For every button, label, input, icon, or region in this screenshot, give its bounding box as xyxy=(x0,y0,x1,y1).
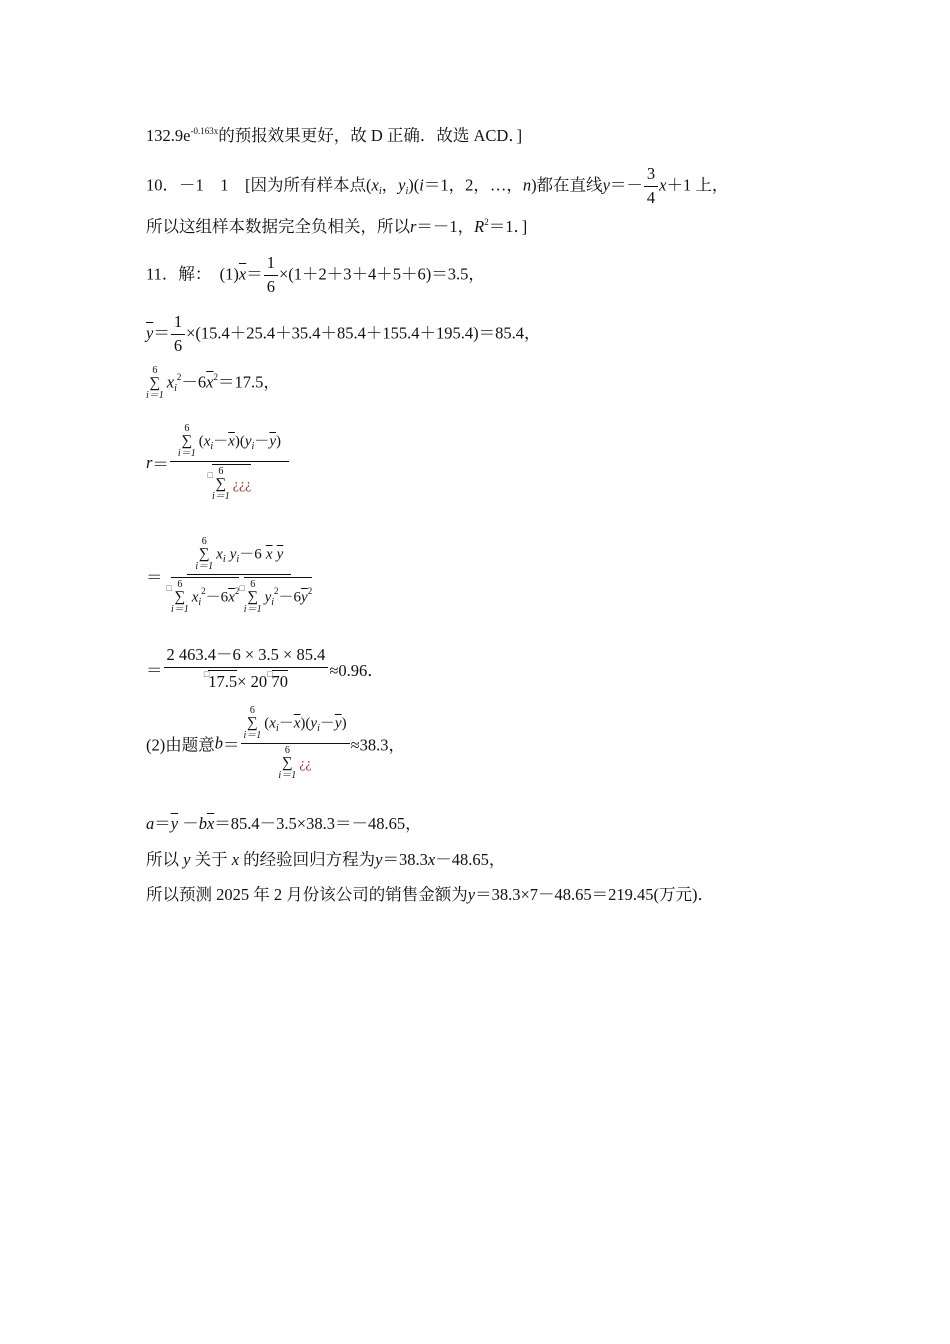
q10-conclusion xyxy=(146,219,527,236)
x-var: x xyxy=(191,589,199,606)
sub-i: i xyxy=(317,723,320,735)
radical-placeholder-icon: □ xyxy=(166,583,172,594)
minus-6: －6 xyxy=(205,589,229,606)
q10-mid: )都在直线 xyxy=(531,175,603,195)
square: 2 xyxy=(234,586,240,597)
sum-squares xyxy=(146,366,280,401)
radical-placeholder-icon: □ xyxy=(203,668,210,679)
r-var: r xyxy=(410,217,417,236)
slope: ＝38.3 xyxy=(382,850,428,869)
sub-i: i xyxy=(251,441,255,453)
radical-placeholder-icon: □ xyxy=(207,470,213,481)
r-value: ＝－1， xyxy=(416,217,475,236)
sigma-sum xyxy=(178,424,196,459)
sigma-top: 6 xyxy=(152,365,158,376)
ybar-calc: ×(15.4＋25.4＋35.4＋85.4＋155.4＋195.4)＝85.4， xyxy=(186,323,541,343)
y-var: y xyxy=(183,850,191,869)
equals: ＝ xyxy=(153,323,170,343)
n-var: n xyxy=(522,175,532,195)
b-hat: b xyxy=(214,733,223,753)
square: 2 xyxy=(484,217,489,227)
y-bar: $\overline{y}$ xyxy=(334,715,342,732)
q10-answer xyxy=(146,165,728,208)
i-var: i xyxy=(419,175,424,195)
square: 2 xyxy=(213,372,218,383)
sub-i: i xyxy=(174,383,177,395)
conclusion-text: 所以这组样本数据完全负相关，所以 xyxy=(146,217,410,236)
sigma-icon: ∑ xyxy=(247,715,258,731)
b-numerator: 6 ∑ i＝1 $(x_i-\overline{x})(y_i-\overline{y})$ xyxy=(241,706,350,744)
sigma-icon: ∑ xyxy=(215,476,227,492)
equals: ＝ xyxy=(146,660,163,680)
sigma-icon: ∑ xyxy=(281,755,293,771)
times-20: × 20 xyxy=(237,671,268,691)
sub-i: i xyxy=(236,554,240,566)
prev-answer-tail xyxy=(146,128,522,145)
minus: － xyxy=(182,814,199,833)
y-var: y xyxy=(264,589,272,606)
exp-power: -0.163x xyxy=(190,126,219,136)
q10-label: 10．－1 1 [因为所有样本点( xyxy=(146,175,372,195)
r-fraction-2 xyxy=(164,537,316,615)
y-hat: y xyxy=(375,850,383,869)
sigma-bottom: i＝1 xyxy=(278,770,297,781)
sigma-top: 6 xyxy=(284,745,290,756)
r-var: r xyxy=(146,453,153,472)
x-var: x xyxy=(203,433,211,450)
equals: ＝ xyxy=(154,814,171,833)
sigma-bottom: i＝1 xyxy=(177,448,196,459)
frac-num: 1 xyxy=(171,313,185,335)
x-var: x xyxy=(427,850,436,869)
fraction-1-6 xyxy=(171,313,185,356)
garbled-glyphs: ¿¿ xyxy=(299,756,312,772)
x-var: x xyxy=(216,546,223,563)
frac-den: 6 xyxy=(173,335,183,355)
r-numeric xyxy=(146,646,384,692)
sigma-top: 6 xyxy=(201,536,207,547)
minus: － xyxy=(319,715,335,732)
sqrt-y xyxy=(244,577,312,615)
b-fraction xyxy=(241,706,350,781)
equals: ＝ xyxy=(152,455,169,474)
frac-num: 3 xyxy=(644,165,658,187)
sigma-bottom: i＝1 xyxy=(170,604,189,615)
r-formula-expanded xyxy=(146,537,316,615)
q11-ybar xyxy=(146,313,541,356)
sigma-bottom: i＝1 xyxy=(243,604,262,615)
sigma-icon: ∑ xyxy=(174,589,186,605)
sqrt-70: 70 xyxy=(271,671,289,691)
a-hat-line xyxy=(146,816,422,833)
sigma-sum xyxy=(244,580,262,615)
y-bar: $\overline{y}$ xyxy=(301,589,308,606)
a-calc: ＝85.4－3.5×38.3＝－48.65， xyxy=(214,814,422,833)
r3-numerator: 2 463.4－6 × 3.5 × 85.4 xyxy=(164,646,329,668)
comma: ， xyxy=(381,175,399,195)
square: 2 xyxy=(201,586,206,597)
sub-i: i xyxy=(198,597,202,609)
x-var: x xyxy=(269,715,276,732)
sigma-top: 6 xyxy=(249,705,255,716)
prediction xyxy=(146,887,714,904)
r-numerator: 6 ∑ i＝1 $(x_i-\overline{x})(y_i-\overline{y})$ xyxy=(170,424,289,462)
x-bar: $\overline{x}$ xyxy=(206,814,215,833)
sub-i: i xyxy=(222,554,226,566)
sigma-bottom: i＝1 xyxy=(146,390,164,401)
part2-label: (2)由题意 xyxy=(146,735,215,755)
x-bar: $\overline{x}$ xyxy=(293,715,301,732)
R2-value: ＝1．] xyxy=(488,217,528,236)
frac-den: 4 xyxy=(646,187,656,207)
b-hat: b xyxy=(198,814,207,833)
r-result: ≈0.96． xyxy=(329,660,384,680)
sigma-icon: ∑ xyxy=(198,546,210,562)
sub-i: i xyxy=(378,186,382,198)
sigma-icon: ∑ xyxy=(247,589,259,605)
y-bar: $\overline{y}$ xyxy=(269,433,276,450)
eq-text: 关于 xyxy=(194,850,228,869)
prev-answer-text: 的预报效果更好，故 D 正确．故选 ACD．] xyxy=(218,126,523,145)
x-var: x xyxy=(231,850,240,869)
sqrt xyxy=(212,464,251,502)
sigma-top: 6 xyxy=(218,466,224,477)
x-var: x xyxy=(659,175,667,195)
sigma-top: 6 xyxy=(184,423,190,434)
sub-i: i xyxy=(271,597,275,609)
q10-tail: ＋1 上， xyxy=(666,175,729,195)
equals: ＝ xyxy=(146,568,163,587)
sigma-bottom: i＝1 xyxy=(243,730,262,741)
sigma-sum xyxy=(171,580,189,615)
sigma-top: 6 xyxy=(177,579,183,590)
prediction-text: 所以预测 2025 年 2 月份该公司的销售金额为 xyxy=(146,885,468,904)
y-bar: $\overline{y}$ xyxy=(276,546,284,563)
y-var: y xyxy=(602,175,610,195)
sub-i: i xyxy=(210,441,214,453)
x-var: x xyxy=(371,175,379,195)
x-bar: $\overline{x}$ xyxy=(228,433,235,450)
sub-i: i xyxy=(275,723,279,735)
b-result: ≈38.3， xyxy=(350,735,405,755)
a-hat: a xyxy=(146,814,155,833)
x-bar: $\overline{x}$ xyxy=(265,546,273,563)
prediction-value: ＝38.3×7－48.65＝219.45(万元)． xyxy=(475,885,714,904)
square: 2 xyxy=(176,372,182,383)
intercept: －48.65， xyxy=(435,850,506,869)
sum-value: ＝17.5， xyxy=(217,372,280,392)
sigma-icon: ∑ xyxy=(181,433,193,449)
minus-6: －6 xyxy=(239,546,262,563)
eq-text: 的经验回归方程为 xyxy=(243,850,376,869)
sigma-top: 6 xyxy=(250,579,256,590)
fraction-3-4 xyxy=(644,165,658,208)
y-hat: y xyxy=(467,885,476,904)
x-bar: $\overline{x}$ xyxy=(228,589,235,606)
square: 2 xyxy=(274,586,279,597)
r3-denominator xyxy=(201,668,291,692)
sigma-icon: ∑ xyxy=(149,375,161,391)
regression-equation xyxy=(146,852,505,869)
minus: － xyxy=(213,433,229,450)
sqrt-x xyxy=(171,577,239,615)
minus: － xyxy=(278,715,294,732)
r2-numerator xyxy=(187,537,291,575)
fraction-1-6 xyxy=(264,254,278,297)
q11-label: 11．解： (1) xyxy=(146,264,239,284)
x-bar: $\overline{x}$ xyxy=(238,264,247,284)
b-denominator xyxy=(275,744,314,781)
sigma-sum xyxy=(195,537,213,572)
x-var: x xyxy=(166,372,175,392)
minus-6: －6 xyxy=(181,372,207,392)
eq-text: 所以 xyxy=(146,850,179,869)
exp-base: 132.9e xyxy=(146,126,191,145)
minus: － xyxy=(254,433,270,450)
xbar-calc: ×(1＋2＋3＋4＋5＋6)＝3.5， xyxy=(278,264,485,284)
index-range: ＝1，2，…， xyxy=(423,175,523,195)
y-var: y xyxy=(310,715,318,732)
square: 2 xyxy=(307,586,313,597)
y-var: y xyxy=(398,175,406,195)
sigma-bottom: i＝1 xyxy=(195,561,214,572)
minus-6: －6 xyxy=(278,589,302,606)
r-formula xyxy=(146,424,290,502)
b-hat-formula xyxy=(146,706,405,781)
garbled-glyphs: ¿¿¿ xyxy=(232,477,252,493)
sub-i: i xyxy=(405,186,409,198)
y-var: y xyxy=(244,433,252,450)
radical-placeholder-icon: □ xyxy=(239,583,245,594)
q11-xbar xyxy=(146,254,485,297)
r-denominator xyxy=(205,462,255,502)
y-bar: $\overline{y}$ xyxy=(170,814,179,833)
radical-placeholder-icon: □ xyxy=(267,668,273,679)
equals: ＝－ xyxy=(609,175,643,195)
r-fraction xyxy=(170,424,289,502)
y-bar: $\overline{y}$ xyxy=(146,323,154,343)
equals: ＝ xyxy=(223,735,240,755)
r2-denominator xyxy=(164,575,316,615)
paren: )( xyxy=(408,175,420,195)
y-var: y xyxy=(229,546,237,563)
sigma-sum xyxy=(244,706,262,741)
frac-den: 6 xyxy=(266,276,275,296)
x-bar: $\overline{x}$ xyxy=(206,372,214,392)
sigma-bottom: i＝1 xyxy=(211,491,230,502)
r-fraction-3 xyxy=(164,646,329,692)
sigma-sum xyxy=(278,746,296,781)
equals: ＝ xyxy=(246,264,263,284)
frac-num: 1 xyxy=(264,254,278,276)
sigma-sum xyxy=(146,366,164,401)
R-var: R xyxy=(474,217,485,236)
sigma-sum xyxy=(212,467,230,502)
sqrt-17-5: 17.5 xyxy=(208,671,238,691)
